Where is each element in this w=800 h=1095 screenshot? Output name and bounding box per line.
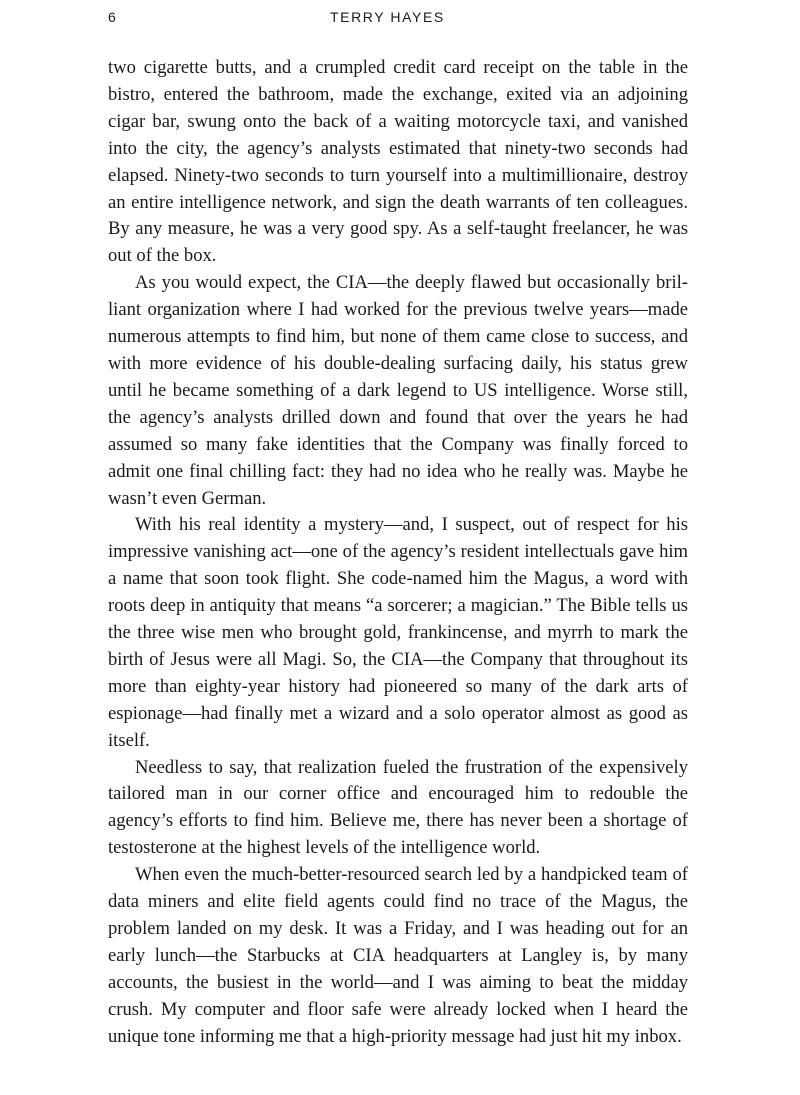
paragraph-2: As you would expect, the CIA—the deeply flawed but occasionally brilliant organization where I had worked for the previous twelve years—made numerous attempts to find him, but none of them came close to success, and with more evidence of his double-dealing surfacing daily, his status grew until he became something of a dark legend to US intelligence. Worse still, the agency’s analysts drilled down and found that over the years he had assumed so many fake identities that the Company was finally forced to admit one final chilling fact: they had no idea who he really was. Maybe he wasn’t even German. bbox=[108, 272, 688, 509]
paragraph-5: When even the much-better-resourced search led by a handpicked team of data miners and elite field agents could find no trace of the Magus, the problem landed on my desk. It was a Friday, and I was heading out for an early lunch—the Starbucks at CIA headquarters at Langley is, by many accounts, the busiest in the world—and I was aiming to beat the midday crush. My computer and floor safe were already locked when I heard the unique tone informing me that a high-priority message had just hit my inbox. bbox=[108, 864, 688, 1047]
paragraph-4: Needless to say, that realization fueled the frustration of the expensively tailored man in our corner office and encouraged him to redouble the agency’s efforts to find him. Believe me, there has never been a shortage of testosterone at the highest levels of the intelligence world. bbox=[108, 756, 688, 859]
paragraph-1: two cigarette butts, and a crumpled credit card receipt on the table in the bistro, entered the bathroom, made the exchange, exited via an adjoining cigar bar, swung onto the back of a waiting motorcycle taxi, and vanished into the city, the agency’s analysts estimated that ninety-two seconds had elapsed. Ninety-two seconds to turn yourself into a multimillionaire, destroy an entire intelligence network, and sign the death warrants of ten colleagues. By any measure, he was a very good spy. As a self-taught freelancer, he was out of the box. bbox=[108, 57, 688, 267]
book-page bbox=[108, 0, 688, 1095]
paragraph-3: With his real identity a mystery—and, I suspect, out of respect for his impressive vanishing act—one of the agency’s resident intellectuals gave him a name that soon took flight. She code-named him the Magus, a word with roots deep in antiquity that means “a sorcerer; a magician.” The Bible tells us the three wise men who brought gold, frankincense, and myrrh to mark the birth of Jesus were all Magi. So, the CIA—the Company that throughout its more than eighty-year history had pioneered so many of the dark arts of espionage—had finally met a wizard and a solo operator almost as good as itself. bbox=[108, 514, 688, 751]
page-number: 6 bbox=[108, 9, 118, 25]
running-head bbox=[108, 9, 688, 29]
running-head-author: TERRY HAYES bbox=[330, 9, 445, 25]
body-text bbox=[108, 55, 688, 1051]
